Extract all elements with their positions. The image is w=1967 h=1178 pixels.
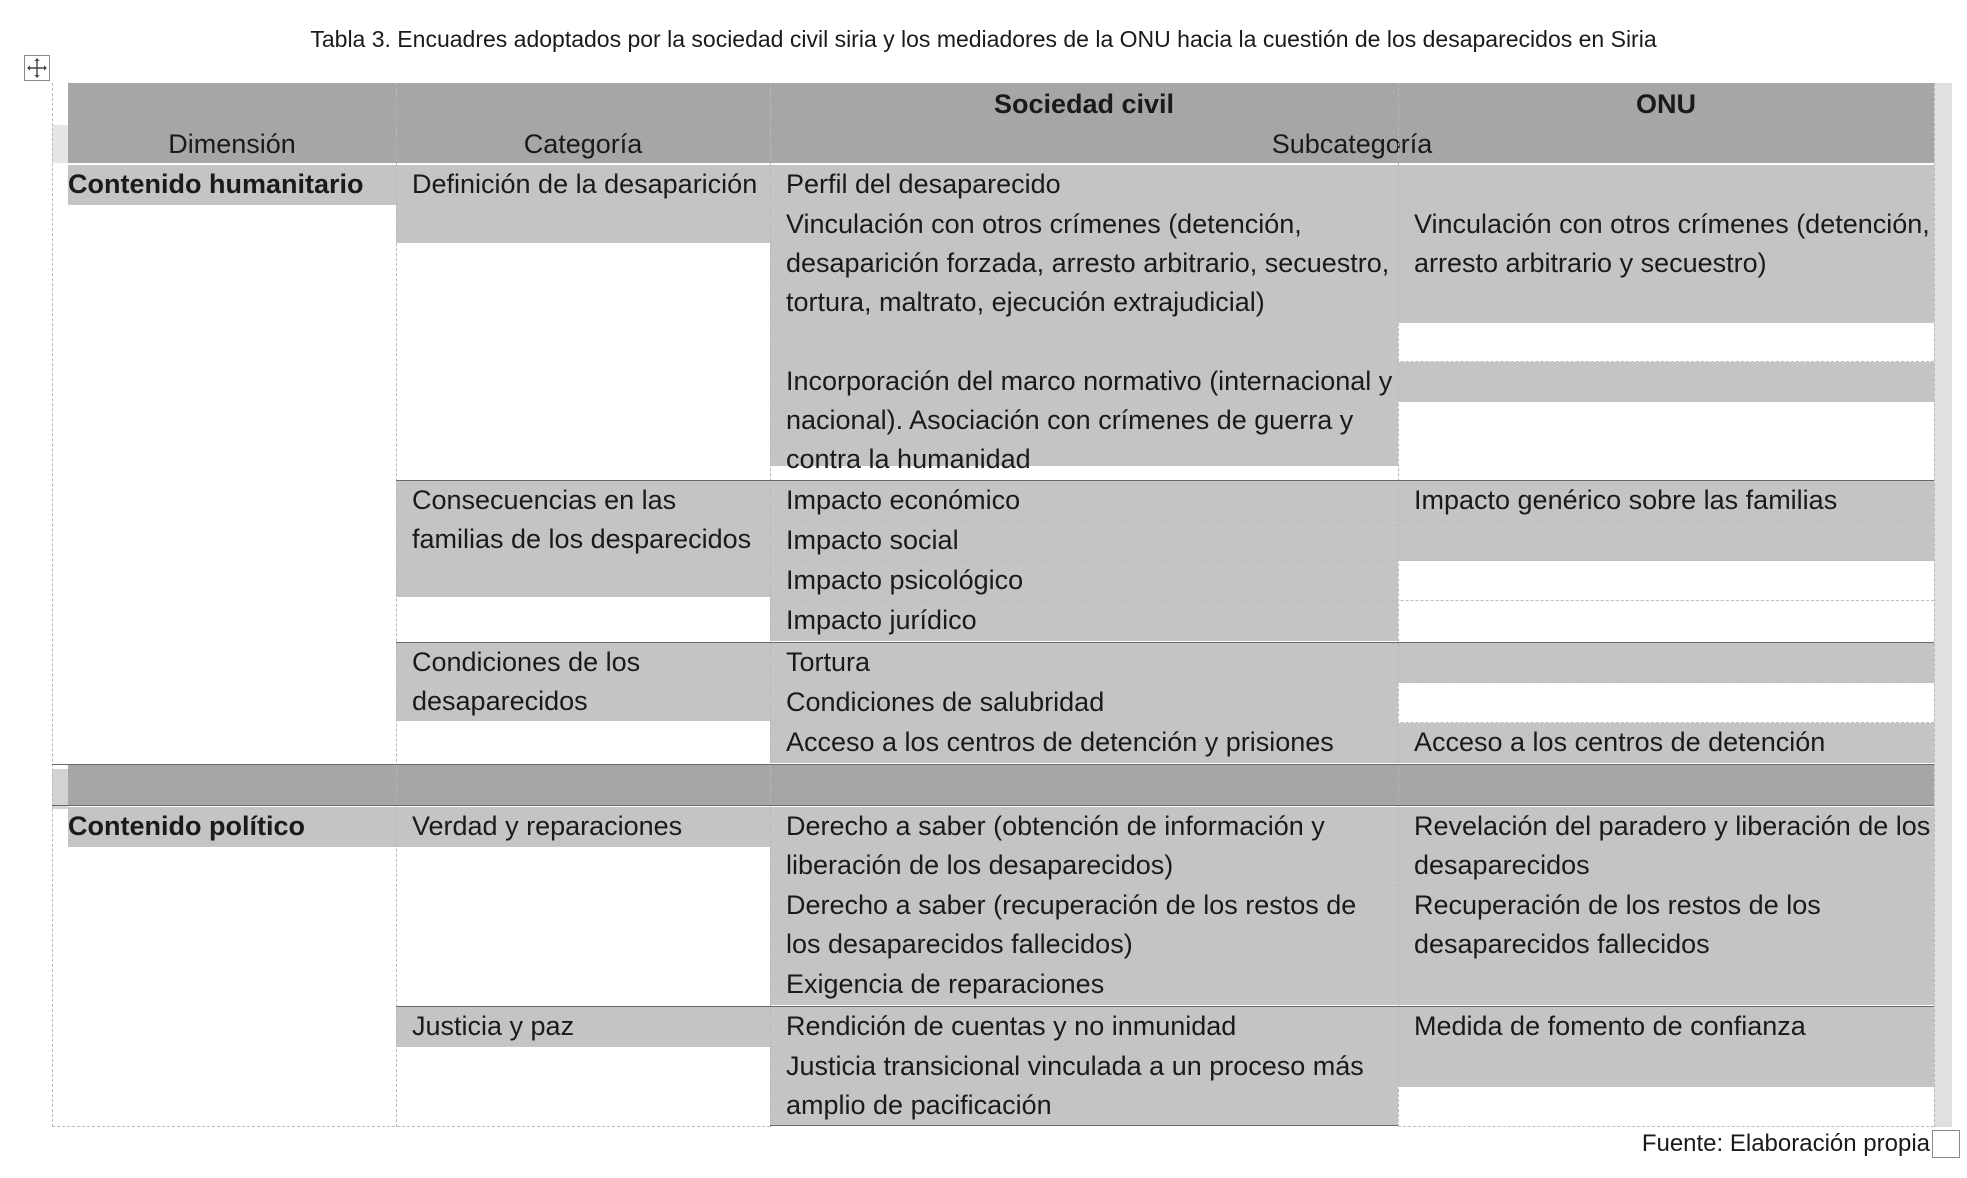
header-un: ONU — [1636, 89, 1696, 119]
subrow-border — [770, 964, 1934, 965]
un-whereabouts: Revelación del paradero y liberación de los desaparecidos — [1414, 811, 1931, 880]
civil-profile: Perfil del desaparecido — [786, 169, 1061, 199]
category-consequences: Consecuencias en las familias de los desparecidos — [396, 481, 770, 597]
un-profile — [1398, 165, 1934, 205]
move-icon[interactable] — [24, 55, 50, 81]
cell-end-marker-icon — [1932, 1130, 1960, 1158]
civil-social-impact: Impacto social — [786, 525, 959, 555]
row-border — [396, 642, 1934, 643]
civil-detention-access: Acceso a los centros de detención y prisiones — [786, 727, 1334, 757]
separator-row — [68, 765, 1934, 805]
civil-transitional-justice: Justicia transicional vinculada a un proceso más amplio de pacificación — [786, 1051, 1364, 1120]
table-right-strip — [1934, 83, 1952, 1127]
subrow-border — [770, 204, 1934, 205]
un-crimes-link: Vinculación con otros crímenes (detención, arresto arbitrario y secuestro) — [1398, 205, 1934, 323]
civil-legal-framework: Incorporación del marco normativo (internacional y nacional). Asociación con crímenes de guerra y contra la humanidad — [786, 366, 1393, 474]
un-generic-impact: Impacto genérico sobre las familias — [1398, 481, 1934, 521]
un-health-conditions — [1398, 683, 1934, 723]
subrow-border — [770, 885, 1934, 886]
civil-psychological-impact: Impacto psicológico — [786, 565, 1024, 595]
dimension-humanitarian: Contenido humanitario — [68, 165, 396, 205]
column-border — [770, 83, 771, 1127]
civil-right-to-know-remains: Derecho a saber (recuperación de los restos de los desaparecidos fallecidos) — [786, 890, 1357, 959]
subrow-border — [770, 361, 1934, 362]
column-border — [396, 83, 397, 1127]
header-category: Categoría — [523, 129, 643, 159]
civil-economic-impact: Impacto económico — [786, 485, 1021, 515]
row-gutter — [52, 125, 68, 163]
subrow-border — [770, 722, 1934, 723]
un-transitional-justice — [1398, 1047, 1934, 1087]
civil-reparations: Exigencia de reparaciones — [786, 969, 1105, 999]
subrow-border — [52, 1126, 770, 1127]
header-dimension: Dimensión — [168, 129, 296, 159]
un-psychological-impact — [1398, 561, 1934, 601]
civil-torture: Tortura — [786, 647, 871, 677]
column-border — [1398, 83, 1399, 1127]
header-civil-society: Sociedad civil — [993, 89, 1175, 119]
header-subcategory: Subcategoría — [1271, 129, 1433, 159]
row-border — [770, 1125, 1398, 1126]
civil-accountability: Rendición de cuentas y no inmunidad — [786, 1011, 1237, 1041]
un-torture — [1398, 643, 1934, 683]
un-confidence-measure: Medida de fomento de confianza — [1398, 1007, 1934, 1047]
category-justice: Justicia y paz — [396, 1007, 770, 1047]
column-border — [52, 83, 53, 1127]
source-note: Fuente: Elaboración propia — [1641, 1130, 1930, 1157]
un-legal-impact — [1398, 601, 1934, 641]
frames-table — [52, 83, 1940, 1127]
subrow-border — [1398, 1126, 1934, 1127]
un-legal-framework — [1398, 362, 1934, 402]
civil-health-conditions: Condiciones de salubridad — [786, 687, 1105, 717]
row-border — [52, 764, 1934, 765]
civil-legal-impact: Impacto jurídico — [786, 605, 977, 635]
un-social-impact — [1398, 521, 1934, 561]
category-conditions: Condiciones de los desaparecidos — [396, 643, 770, 721]
subrow-border — [770, 682, 1934, 683]
row-border — [396, 1006, 1934, 1007]
table-caption: Tabla 3. Encuadres adoptados por la sociedad civil siria y los mediadores de la ONU hacia la cuestión de los desaparecidos en Siria — [310, 26, 1657, 52]
subrow-border — [770, 560, 1934, 561]
subrow-border — [770, 520, 1934, 521]
row-border — [52, 805, 1934, 806]
un-detention-access: Acceso a los centros de detención — [1398, 723, 1934, 763]
dimension-political: Contenido político — [68, 807, 396, 847]
civil-right-to-know-info: Derecho a saber (obtención de información y liberación de los desaparecidos) — [786, 811, 1325, 880]
subrow-border — [770, 600, 1934, 601]
row-gutter — [52, 769, 68, 809]
civil-crimes-link: Vinculación con otros crímenes (detención, desaparición forzada, arresto arbitrario, secuestro, tortura, maltrato, ejecución extrajudicial) — [786, 209, 1390, 317]
category-truth: Verdad y reparaciones — [396, 807, 770, 847]
category-definition: Definición de la desaparición — [396, 165, 770, 243]
column-border — [1934, 83, 1935, 1127]
subrow-border — [770, 1046, 1934, 1047]
row-border — [396, 480, 1934, 481]
un-remains-recovery: Recuperación de los restos de los desaparecidos fallecidos — [1414, 890, 1821, 959]
